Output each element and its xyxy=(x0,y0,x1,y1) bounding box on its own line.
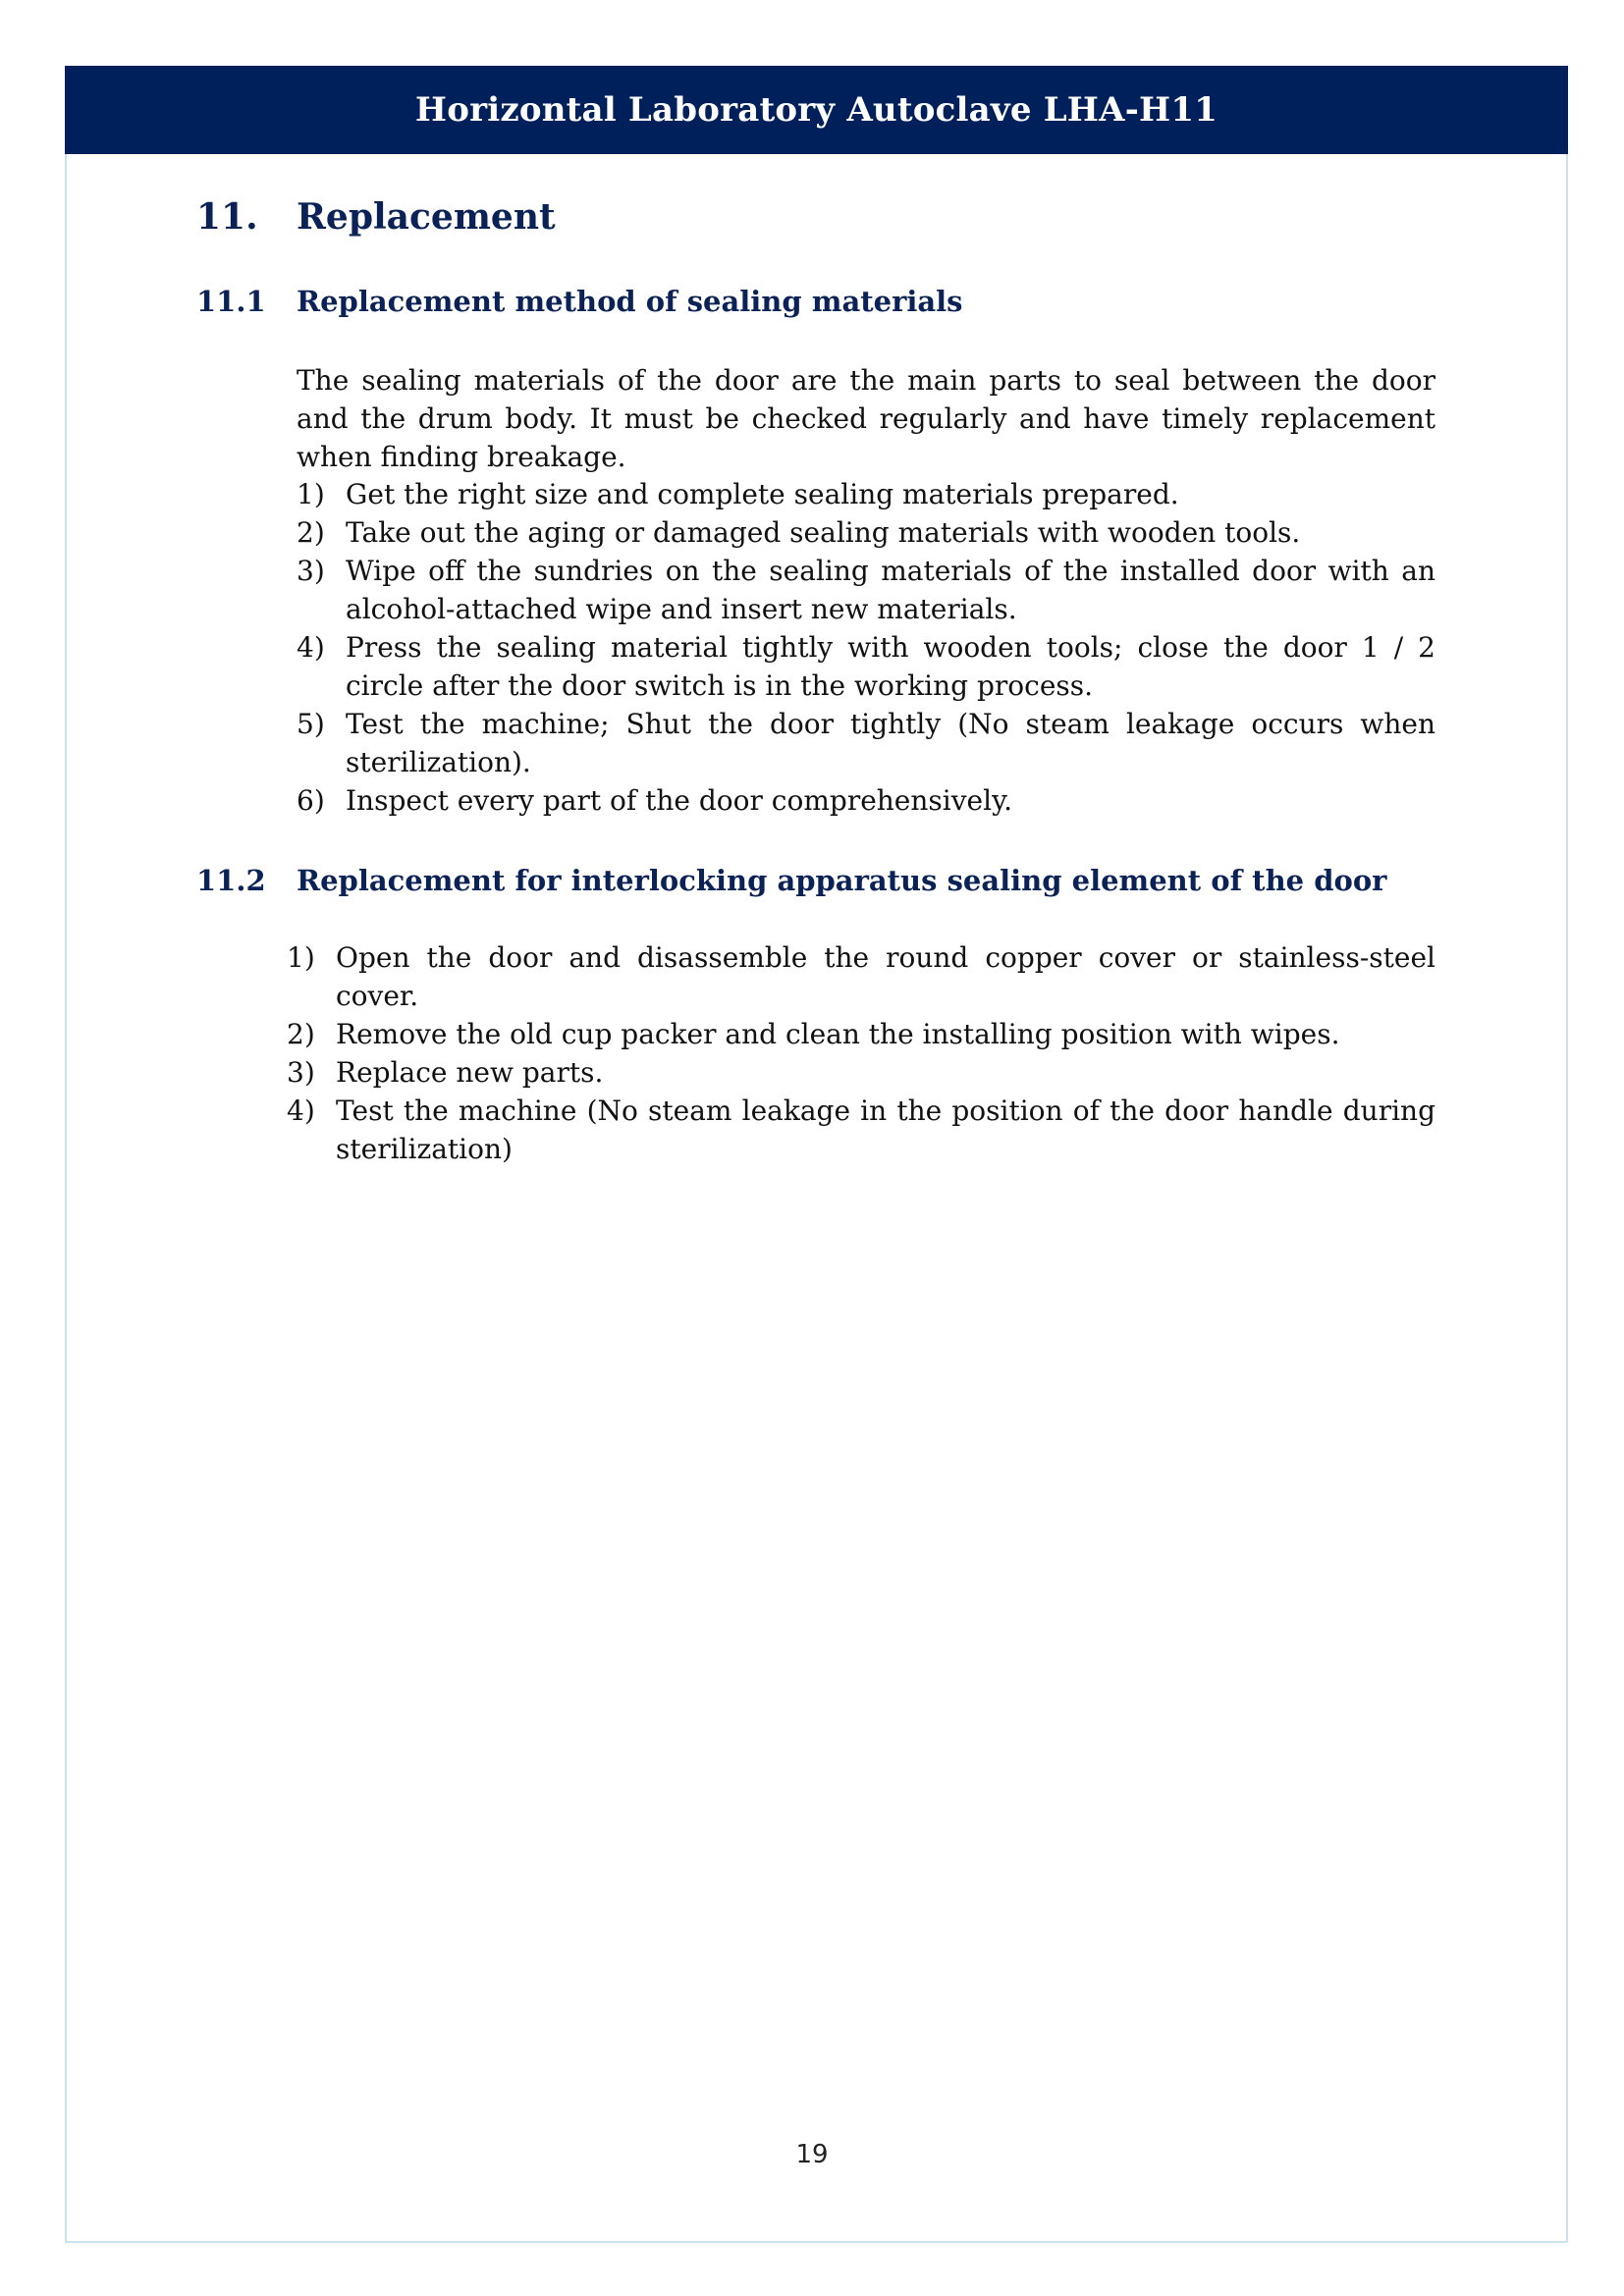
list-marker: 6) xyxy=(297,784,325,817)
list-marker: 4) xyxy=(297,631,325,664)
subsection-number: 11.2 xyxy=(196,864,266,897)
list-item xyxy=(297,475,1435,513)
list-item xyxy=(287,938,1435,1015)
list-item xyxy=(297,705,1435,781)
section-number: 11. xyxy=(196,196,258,238)
list-marker: 2) xyxy=(287,1018,315,1050)
list-item-text: Press the sealing material tightly with wooden tools; close the door 1 / 2 circle after the door switch is in the working process. xyxy=(346,631,1435,702)
page-number: 19 xyxy=(795,2140,829,2169)
list-item-text: Take out the aging or damaged sealing materials with wooden tools. xyxy=(346,516,1301,549)
list-item-text: Get the right size and complete sealing materials prepared. xyxy=(346,478,1179,510)
subsection-heading-11-2 xyxy=(196,864,1386,897)
replacement-steps-list xyxy=(297,475,1435,820)
list-marker: 5) xyxy=(297,708,325,740)
list-marker: 3) xyxy=(297,555,325,587)
interlock-steps-list xyxy=(287,938,1435,1168)
list-item xyxy=(297,781,1435,820)
list-item xyxy=(297,513,1435,552)
list-item-text: Open the door and disassemble the round copper cover or stainless-steel cover. xyxy=(336,941,1435,1012)
list-marker: 4) xyxy=(287,1095,315,1127)
intro-paragraph: The sealing materials of the door are the main parts to seal between the door and the drum body. It must be checked regularly and have timely replacement when finding breakage. xyxy=(297,364,1435,473)
list-item xyxy=(297,552,1435,628)
list-marker: 3) xyxy=(287,1056,315,1089)
subsection-title: Replacement for interlocking apparatus sealing element of the door xyxy=(297,864,1387,897)
list-item-text: Test the machine; Shut the door tightly (No steam leakage occurs when sterilization). xyxy=(346,708,1435,778)
list-item-text: Remove the old cup packer and clean the installing position with wipes. xyxy=(336,1018,1340,1050)
list-item xyxy=(287,1015,1435,1053)
subsection-number: 11.1 xyxy=(196,285,266,318)
section-heading xyxy=(196,196,556,238)
list-item xyxy=(297,628,1435,705)
list-marker: 1) xyxy=(287,941,315,974)
list-marker: 2) xyxy=(297,516,325,549)
list-item-text: Wipe off the sundries on the sealing materials of the installed door with an alcohol-attached wipe and insert new materials. xyxy=(346,555,1435,625)
list-item xyxy=(287,1092,1435,1168)
list-item-text: Replace new parts. xyxy=(336,1056,604,1089)
list-item-text: Test the machine (No steam leakage in the position of the door handle during sterilization) xyxy=(336,1095,1435,1165)
list-marker: 1) xyxy=(297,478,325,510)
subsection-heading-11-1 xyxy=(196,285,963,318)
subsection-title: Replacement method of sealing materials xyxy=(297,285,963,318)
list-item xyxy=(287,1053,1435,1092)
document-title: Horizontal Laboratory Autoclave LHA-H11 xyxy=(414,90,1218,130)
header-bar xyxy=(65,66,1568,154)
list-item-text: Inspect every part of the door comprehensively. xyxy=(346,784,1013,817)
section-title: Replacement xyxy=(297,196,556,238)
